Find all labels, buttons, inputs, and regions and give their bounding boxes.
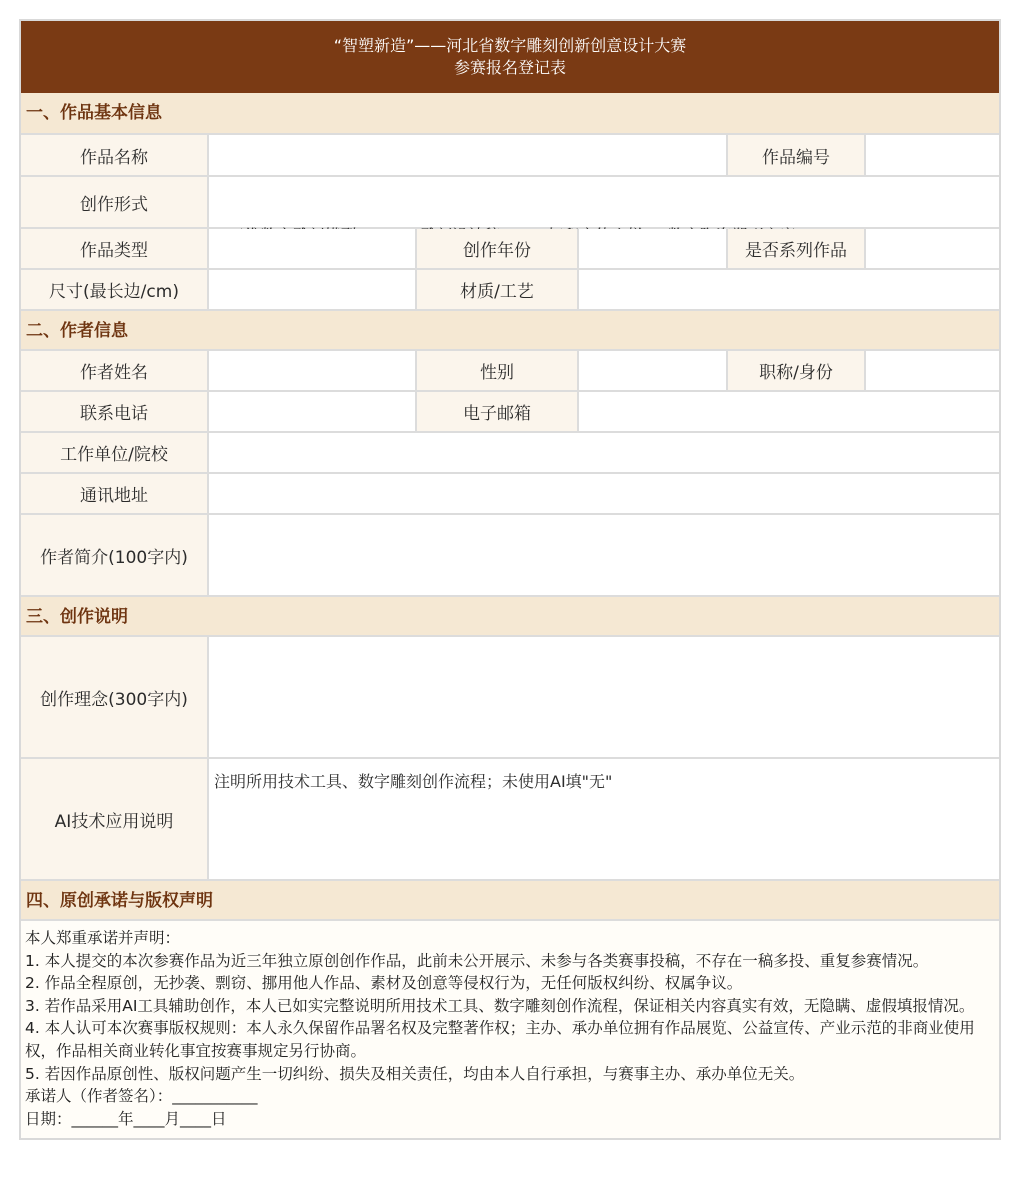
unit-field[interactable] xyxy=(207,433,999,472)
row-unit xyxy=(21,431,999,472)
declaration-item: 5. 若因作品原创性、版权问题产生一切纠纷、损失及相关责任，均由本人自行承担，与赛事主办、承办单位无关。 xyxy=(25,1064,805,1083)
bio-field[interactable] xyxy=(207,515,999,595)
work-type-field[interactable] xyxy=(207,229,415,268)
row-work-name xyxy=(21,133,999,175)
signature-line[interactable]: 承诺人（作者签名）：___________ xyxy=(25,1087,258,1106)
row-size xyxy=(21,268,999,309)
material-label: 材质/工艺 xyxy=(415,270,577,309)
email-label: 电子邮箱 xyxy=(415,392,577,431)
creation-year-label: 创作年份 xyxy=(415,229,577,268)
address-label: 通讯地址 xyxy=(21,474,207,513)
gender-field[interactable] xyxy=(577,351,726,390)
declaration-item: 3. 若作品采用AI工具辅助创作，本人已如实完整说明所用技术工具、数字雕刻创作流程，保证相关内容真实有效，无隐瞒、虚假填报情况。 xyxy=(25,996,975,1015)
declaration-item: 2. 作品全程原创，无抄袭、剽窃、挪用他人作品、素材及创意等侵权行为，无任何版权纠纷、权属争议。 xyxy=(25,974,743,993)
author-name-field[interactable] xyxy=(207,351,415,390)
bio-label: 作者简介(100字内) xyxy=(21,515,207,595)
concept-field[interactable] xyxy=(207,637,999,757)
work-name-field[interactable] xyxy=(207,135,726,175)
ai-usage-label: AI技术应用说明 xyxy=(21,759,207,879)
series-work-label: 是否系列作品 xyxy=(726,229,864,268)
row-concept xyxy=(21,635,999,757)
concept-label: 创作理念(300字内) xyxy=(21,637,207,757)
section-declaration-heading: 四、原创承诺与版权声明 xyxy=(21,879,999,919)
title-role-label: 职称/身份 xyxy=(726,351,864,390)
declaration-text xyxy=(21,919,999,1138)
author-name-label: 作者姓名 xyxy=(21,351,207,390)
declaration-intro: 本人郑重承诺并声明： xyxy=(25,929,181,947)
section-creation-notes-heading: 三、创作说明 xyxy=(21,595,999,635)
creation-form-label: 创作形式 xyxy=(21,177,207,227)
series-work-field[interactable] xyxy=(864,229,999,268)
section-basic-info-heading: 一、作品基本信息 xyxy=(21,93,999,133)
declaration-item: 1. 本人提交的本次参赛作品为近三年独立原创创作作品，此前未公开展示、未参与各类赛事投稿，不存在一稿多投、重复参赛情况。 xyxy=(25,951,929,970)
phone-label: 联系电话 xyxy=(21,392,207,431)
title-role-field[interactable] xyxy=(864,351,999,390)
size-field[interactable] xyxy=(207,270,415,309)
size-label: 尺寸(最长边/cm) xyxy=(21,270,207,309)
declaration-item: 4. 本人认可本次赛事版权规则：本人永久保留作品署名权及完整著作权；主办、承办单位拥有作品展览、公益宣传、产业示范的非商业使用权，作品相关商业转化事宜按赛事规定另行协商。 xyxy=(25,1019,975,1060)
row-address xyxy=(21,472,999,513)
material-field[interactable] xyxy=(577,270,999,309)
work-number-label: 作品编号 xyxy=(726,135,864,175)
row-ai-usage xyxy=(21,757,999,879)
row-author-name xyxy=(21,349,999,390)
row-work-type xyxy=(21,227,999,268)
work-number-field[interactable] xyxy=(864,135,999,175)
section-author-info-heading: 二、作者信息 xyxy=(21,309,999,349)
creation-form-options[interactable] xyxy=(207,177,999,227)
creation-year-field[interactable] xyxy=(577,229,726,268)
email-field[interactable] xyxy=(577,392,999,431)
row-phone xyxy=(21,390,999,431)
form-header xyxy=(21,21,999,93)
registration-form xyxy=(19,19,1001,1140)
form-title: “智塑新造”——河北省数字雕刻创新创意设计大赛 xyxy=(333,36,687,55)
date-line[interactable]: 日期：______年____月____日 xyxy=(25,1109,227,1128)
gender-label: 性别 xyxy=(415,351,577,390)
address-field[interactable] xyxy=(207,474,999,513)
ai-usage-field[interactable] xyxy=(207,759,999,879)
unit-label: 工作单位/院校 xyxy=(21,433,207,472)
work-name-label: 作品名称 xyxy=(21,135,207,175)
phone-field[interactable] xyxy=(207,392,415,431)
row-creation-form xyxy=(21,175,999,227)
work-type-label: 作品类型 xyxy=(21,229,207,268)
form-subtitle: 参赛报名登记表 xyxy=(453,58,566,77)
ai-usage-hint: 注明所用技术工具、数字雕刻创作流程；未使用AI填"无" xyxy=(214,772,613,791)
row-bio xyxy=(21,513,999,595)
